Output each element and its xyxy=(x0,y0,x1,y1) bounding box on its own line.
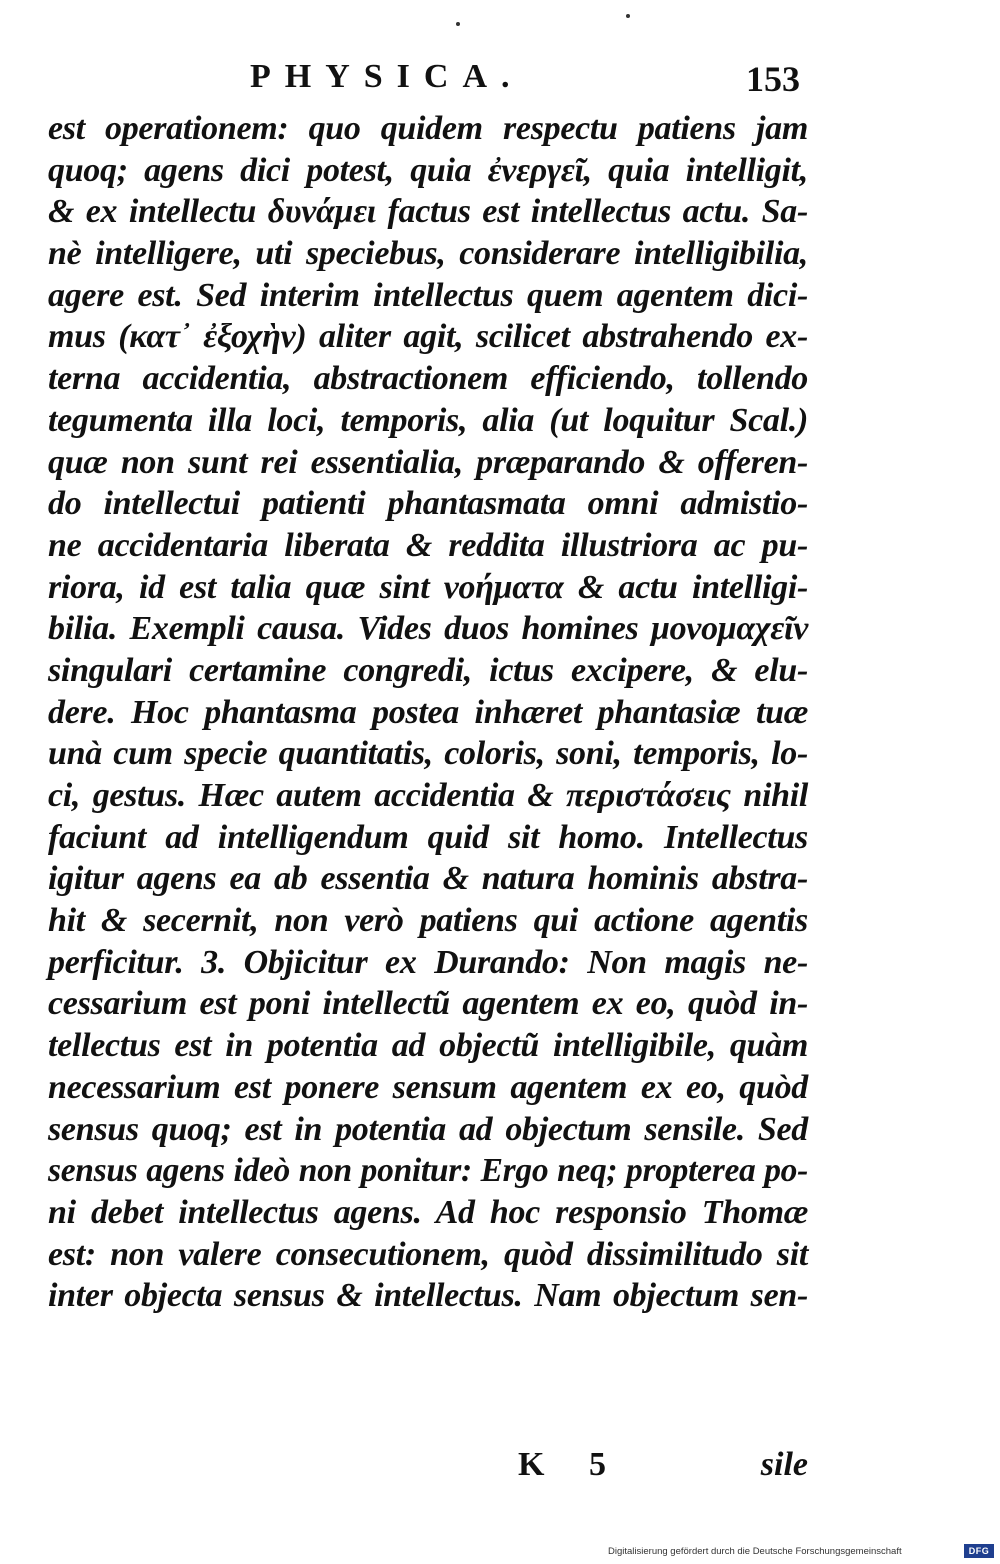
text-line: cessarium est poni intellectũ agentem ex eo, quòd in- xyxy=(48,985,808,1023)
text-line: sensus quoq; est in potentia ad objectum sensile. Sed xyxy=(48,1110,808,1148)
text-line: igitur agens ea ab essentia & natura hominis abstra- xyxy=(48,860,808,898)
text-line: bilia. Exempli causa. Vides duos homines μονομαχεῖν xyxy=(48,610,808,648)
dfg-logo: DFG xyxy=(964,1544,994,1558)
text-line: est: non valere consecutionem, quòd dissimilitudo sit xyxy=(48,1235,808,1273)
text-line: est operationem: quo quidem respectu patiens jam xyxy=(48,110,808,147)
text-line: inter objecta sensus & intellectus. Nam objectum sen- xyxy=(48,1277,808,1315)
text-line: nè intelligere, uti speciebus, considerare intelligibilia, xyxy=(48,235,808,273)
text-line: ne accidentaria liberata & reddita illustriora ac pu- xyxy=(48,526,808,564)
text-line: agere est. Sed interim intellectus quem agentem dici- xyxy=(48,276,808,314)
ink-speck xyxy=(456,22,460,26)
page-footer xyxy=(48,1446,808,1490)
text-line: mus (κατ᾽ ἐξοχὴν) aliter agit, scilicet abstrahendo ex- xyxy=(48,318,808,356)
text-line: faciunt ad intelligendum quid sit homo. Intellectus xyxy=(48,818,808,856)
signature-mark: K 5 xyxy=(518,1446,624,1483)
text-line: singulari certamine congredi, ictus excipere, & elu- xyxy=(48,651,808,689)
catchword: sile xyxy=(760,1446,808,1483)
running-head: PHYSICA. xyxy=(250,58,524,95)
text-line: ci, gestus. Hæc autem accidentia & περιστάσεις nihil xyxy=(48,777,808,814)
text-line: quoq; agens dici potest, quia ἐνεργεῖ, quia intelligit, xyxy=(48,151,808,189)
page-header xyxy=(60,58,800,102)
text-line: tellectus est in potentia ad objectũ intelligibile, quàm xyxy=(48,1027,808,1065)
ink-speck xyxy=(626,14,630,18)
text-line: ni debet intellectus agens. Ad hoc responsio Thomæ xyxy=(48,1193,808,1231)
body-text xyxy=(48,108,808,1317)
page-number: 153 xyxy=(746,59,800,99)
text-line: & ex intellectu δυνάμει factus est intellectus actu. Sa- xyxy=(48,193,808,231)
text-line: do intellectui patienti phantasmata omni admistio- xyxy=(48,485,808,523)
digitization-credit: Digitalisierung gefördert durch die Deutsche Forschungsgemeinschaft xyxy=(608,1546,902,1557)
text-line: tegumenta illa loci, temporis, alia (ut loquitur Scal.) xyxy=(48,401,808,439)
text-line: unà cum specie quantitatis, coloris, soni, temporis, lo- xyxy=(48,735,808,773)
text-line: riora, id est talia quæ sint νοήματα & actu intelligi- xyxy=(48,568,808,606)
text-line: terna accidentia, abstractionem efficiendo, tollendo xyxy=(48,360,808,398)
text-line: quæ non sunt rei essentialia, præparando & offeren- xyxy=(48,443,808,481)
text-line: sensus agens ideò non ponitur: Ergo neq; propterea po- xyxy=(48,1152,808,1190)
text-line: dere. Hoc phantasma postea inhæret phantasiæ tuæ xyxy=(48,693,808,731)
text-line: perficitur. 3. Objicitur ex Durando: Non magis ne- xyxy=(48,943,808,981)
text-line: hit & secernit, non verò patiens qui actione agentis xyxy=(48,902,808,940)
text-line: necessarium est ponere sensum agentem ex eo, quòd xyxy=(48,1068,808,1106)
